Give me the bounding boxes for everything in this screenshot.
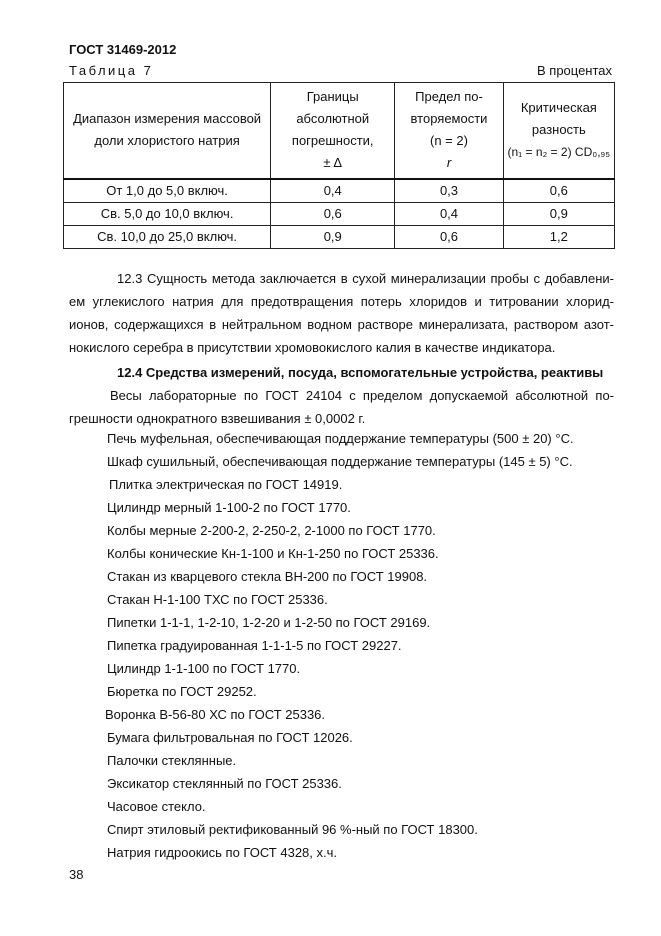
- list-item: Шкаф сушильный, обеспечивающая поддержание температуры (145 ± 5) °С.: [107, 454, 573, 469]
- header-repeatability: [395, 83, 503, 179]
- list-item: Стакан из кварцевого стекла ВН-200 по ГОСТ 19908.: [107, 569, 428, 584]
- list-item: Бюретка по ГОСТ 29252.: [107, 684, 257, 699]
- cell-range: Св. 10,0 до 25,0 включ.: [64, 225, 271, 248]
- paragraph-line: 12.3 Сущность метода заключается в сухой минерализации пробы с добавлени-: [117, 271, 614, 286]
- list-item: Пипетки 1-1-1, 1-2-10, 1-2-20 и 1-2-50 по ГОСТ 29169.: [107, 615, 431, 630]
- header-repeat-line: Предел по-: [415, 89, 483, 105]
- paragraph-line: Весы лабораторные по ГОСТ 24104 с пределом допускаемой абсолютной по-: [110, 388, 614, 403]
- paragraph-line: ем углекислого натрия для предотвращения потерь хлоридов и титровании хлорид-: [69, 294, 614, 309]
- list-item: Плитка электрическая по ГОСТ 14919.: [109, 477, 343, 492]
- list-item: Эксикатор стеклянный по ГОСТ 25336.: [107, 776, 342, 791]
- paragraph-line: нокислого серебра в присутствии хромовокислого калия в качестве индикатора.: [69, 340, 556, 355]
- table-row: [64, 179, 615, 203]
- list-item: Пипетка градуированная 1-1-1-5 по ГОСТ 29227.: [107, 638, 402, 653]
- cell-repeat: 0,4: [395, 202, 503, 225]
- list-item: Натрия гидроокись по ГОСТ 4328, х.ч.: [107, 845, 337, 860]
- cell-range: Св. 5,0 до 10,0 включ.: [64, 202, 271, 225]
- header-repeat-line: r: [446, 155, 452, 171]
- list-item: Бумага фильтровальная по ГОСТ 12026.: [107, 730, 353, 745]
- header-range-line: доли хлористого натрия: [94, 133, 240, 149]
- list-item: Стакан Н-1-100 ТХС по ГОСТ 25336.: [107, 592, 328, 607]
- paragraph-line: грешности однократного взвешивания ± 0,0002 г.: [69, 411, 366, 426]
- list-item: Часовое стекло.: [107, 799, 206, 814]
- list-item: Печь муфельная, обеспечивающая поддержание температуры (500 ± 20) °С.: [107, 431, 574, 446]
- cell-abs-error: 0,9: [271, 225, 395, 248]
- list-item: Воронка В-56-80 ХС по ГОСТ 25336.: [105, 707, 326, 722]
- section-12-4-heading: 12.4 Средства измерений, посуда, вспомогательные устройства, реактивы: [117, 365, 604, 380]
- list-item: Цилиндр 1-1-100 по ГОСТ 1770.: [107, 661, 301, 676]
- list-item: Спирт этиловый ректификованный 96 %-ный по ГОСТ 18300.: [107, 822, 478, 837]
- table-row: [64, 202, 615, 225]
- table-label: Таблица 7: [69, 63, 154, 78]
- cell-repeat: 0,3: [395, 179, 503, 203]
- header-abs-error-line: абсолютной: [296, 111, 370, 127]
- header-abs-error-line: Границы: [306, 89, 359, 105]
- header-crit-line: (n₁ = n₂ = 2) CD₀,₉₅: [507, 145, 611, 160]
- list-item: Цилиндр мерный 1-100-2 по ГОСТ 1770.: [107, 500, 351, 515]
- list-item: Палочки стеклянные.: [107, 753, 237, 768]
- section-12-3: [69, 267, 614, 359]
- header-abs-error-line: погрешности,: [291, 133, 374, 149]
- header-range: [64, 83, 271, 179]
- header-crit-line: разность: [531, 122, 586, 138]
- header-abs-error-line: ± Δ: [323, 155, 343, 171]
- measurement-table: [63, 82, 615, 249]
- list-item: Колбы конические Кн-1-100 и Кн-1-250 по ГОСТ 25336.: [107, 546, 439, 561]
- list-item: Колбы мерные 2-200-2, 2-250-2, 2-1000 по ГОСТ 1770.: [107, 523, 436, 538]
- cell-repeat: 0,6: [395, 225, 503, 248]
- header-crit-line: Критическая: [520, 100, 597, 116]
- header-repeat-line: (n = 2): [430, 133, 468, 149]
- header-repeat-line: вторяемости: [410, 111, 488, 127]
- cell-crit: 0,9: [503, 202, 614, 225]
- header-critical-difference: [503, 83, 614, 179]
- cell-abs-error: 0,6: [271, 202, 395, 225]
- cell-abs-error: 0,4: [271, 179, 395, 203]
- table-row: [64, 225, 615, 248]
- page-number: 38: [69, 867, 84, 882]
- cell-crit: 0,6: [503, 179, 614, 203]
- table-units: В процентах: [537, 63, 613, 78]
- cell-crit: 1,2: [503, 225, 614, 248]
- header-abs-error: [271, 83, 395, 179]
- cell-range: От 1,0 до 5,0 включ.: [64, 179, 271, 203]
- standard-code: ГОСТ 31469-2012: [69, 42, 177, 57]
- header-range-line: Диапазон измерения массовой: [73, 111, 262, 127]
- paragraph-line: ионов, содержащихся в нейтральном водном растворе минерализата, раствором азот-: [69, 317, 614, 332]
- section-12-4-intro: [69, 384, 614, 430]
